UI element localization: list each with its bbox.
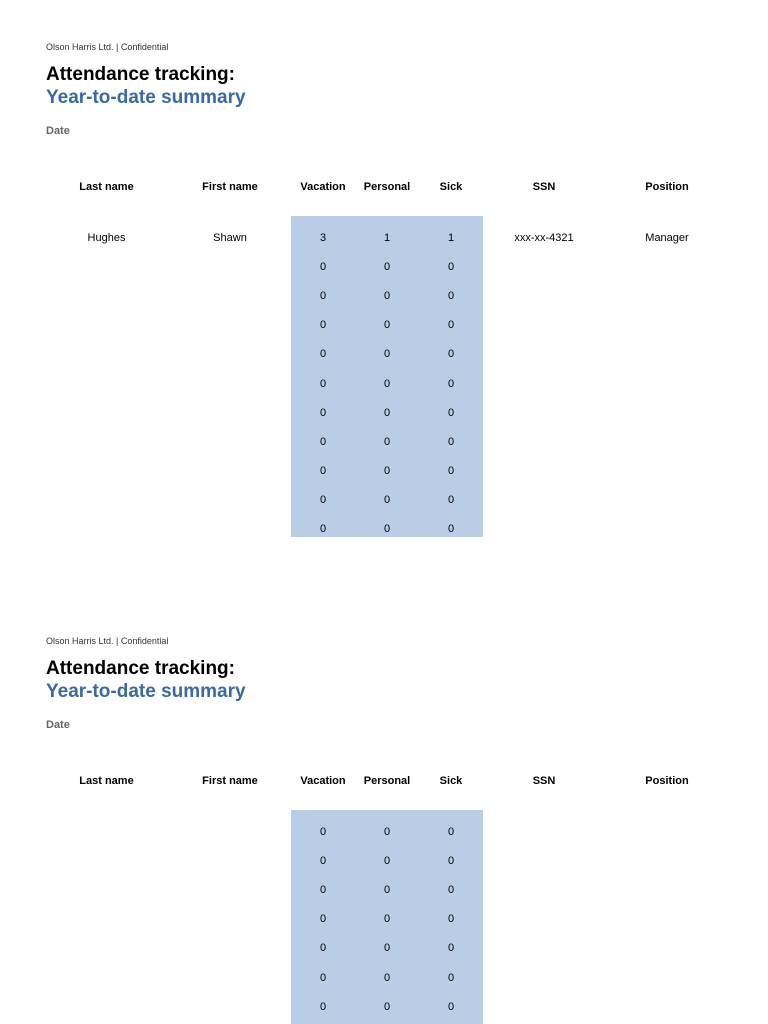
cell-personal: 0: [383, 290, 391, 303]
table-row: [0, 319, 768, 333]
table-row: [0, 232, 768, 246]
cell-personal: 0: [383, 826, 391, 838]
table-row: [0, 855, 768, 869]
cell-vacation: 0: [319, 464, 327, 477]
date-label: Date: [46, 125, 70, 137]
cell-personal: 0: [383, 464, 391, 477]
cell-sick: 0: [447, 913, 455, 926]
company-header: Olson Harris Ltd. | Confidential: [46, 42, 169, 52]
cell-personal: 0: [383, 261, 391, 274]
cell-vacation: 0: [319, 523, 327, 535]
cell-vacation: 0: [319, 855, 327, 868]
cell-personal: 0: [383, 348, 391, 361]
cell-first-name: Shawn: [213, 232, 247, 244]
cell-personal: 0: [383, 913, 391, 926]
col-header-vacation: Vacation: [300, 775, 346, 787]
col-header-personal: Personal: [363, 181, 411, 193]
cell-sick: 0: [447, 826, 455, 838]
cell-sick: 0: [447, 1000, 455, 1013]
cell-vacation: 0: [319, 942, 327, 955]
table-row: [0, 407, 768, 421]
cell-personal: 0: [383, 1000, 391, 1013]
cell-vacation: 0: [319, 913, 327, 926]
table-row: [0, 884, 768, 898]
table-row: [0, 942, 768, 956]
table-row: [0, 913, 768, 927]
page-title: Attendance tracking:: [46, 658, 235, 679]
col-header-sick: Sick: [439, 181, 463, 193]
cell-personal: 0: [383, 435, 391, 448]
cell-vacation: 0: [319, 826, 327, 838]
date-label: Date: [46, 719, 70, 731]
cell-vacation: 0: [319, 290, 327, 303]
page-title: Attendance tracking:: [46, 64, 235, 85]
table-row: [0, 290, 768, 304]
col-header-first-name: First name: [202, 775, 258, 787]
table-row: [0, 494, 768, 508]
col-header-position: Position: [645, 181, 689, 193]
table-row: [0, 348, 768, 362]
cell-personal: 0: [383, 855, 391, 868]
cell-ssn: xxx-xx-4321: [514, 232, 574, 244]
cell-sick: 0: [447, 377, 455, 390]
cell-vacation: 3: [319, 232, 327, 244]
table-row: [0, 465, 768, 479]
cell-personal: 0: [383, 377, 391, 390]
table-row: [0, 261, 768, 275]
cell-sick: 0: [447, 348, 455, 361]
col-header-position: Position: [645, 775, 689, 787]
cell-sick: 0: [447, 406, 455, 419]
cell-vacation: 0: [319, 1000, 327, 1013]
cell-vacation: 0: [319, 319, 327, 332]
cell-personal: 0: [383, 406, 391, 419]
col-header-first-name: First name: [202, 181, 258, 193]
cell-vacation: 0: [319, 377, 327, 390]
cell-personal: 0: [383, 493, 391, 506]
cell-last-name: Hughes: [87, 232, 126, 244]
cell-sick: 0: [447, 261, 455, 274]
cell-sick: 1: [447, 232, 455, 244]
cell-sick: 0: [447, 971, 455, 984]
cell-personal: 0: [383, 884, 391, 897]
cell-personal: 0: [383, 971, 391, 984]
col-header-vacation: Vacation: [300, 181, 346, 193]
cell-sick: 0: [447, 942, 455, 955]
page-subtitle: Year-to-date summary: [46, 87, 246, 108]
cell-vacation: 0: [319, 435, 327, 448]
table-row: [0, 436, 768, 450]
cell-sick: 0: [447, 435, 455, 448]
cell-sick: 0: [447, 319, 455, 332]
cell-vacation: 0: [319, 348, 327, 361]
cell-vacation: 0: [319, 971, 327, 984]
table-row: [0, 1001, 768, 1015]
cell-sick: 0: [447, 464, 455, 477]
page-subtitle: Year-to-date summary: [46, 681, 246, 702]
cell-sick: 0: [447, 884, 455, 897]
cell-vacation: 0: [319, 884, 327, 897]
cell-personal: 0: [383, 319, 391, 332]
table-row: [0, 826, 768, 840]
col-header-last-name: Last name: [79, 181, 134, 193]
col-header-last-name: Last name: [79, 775, 134, 787]
col-header-sick: Sick: [439, 775, 463, 787]
cell-personal: 0: [383, 523, 391, 535]
cell-sick: 0: [447, 493, 455, 506]
cell-sick: 0: [447, 523, 455, 535]
col-header-ssn: SSN: [532, 181, 556, 193]
cell-personal: 0: [383, 942, 391, 955]
cell-sick: 0: [447, 290, 455, 303]
cell-vacation: 0: [319, 406, 327, 419]
table-row: [0, 523, 768, 537]
company-header: Olson Harris Ltd. | Confidential: [46, 636, 169, 646]
table-row: [0, 378, 768, 392]
cell-vacation: 0: [319, 261, 327, 274]
cell-position: Manager: [645, 232, 689, 244]
cell-personal: 1: [383, 232, 391, 244]
col-header-ssn: SSN: [532, 775, 556, 787]
col-header-personal: Personal: [363, 775, 411, 787]
table-row: [0, 972, 768, 986]
cell-sick: 0: [447, 855, 455, 868]
cell-vacation: 0: [319, 493, 327, 506]
